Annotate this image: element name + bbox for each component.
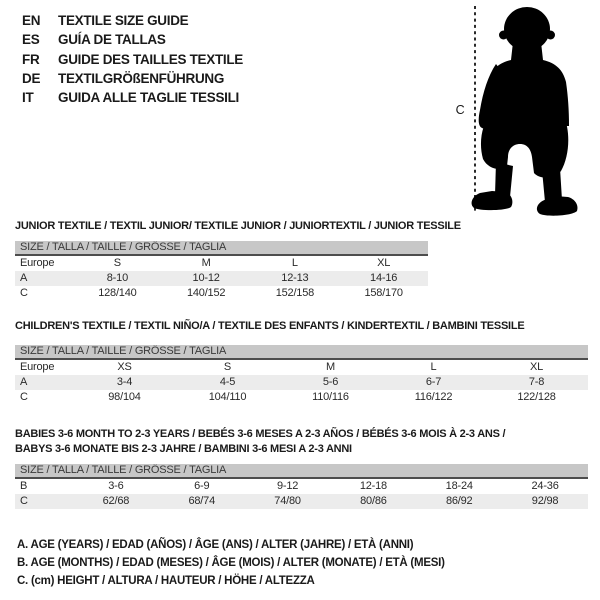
size-cell: XL: [529, 361, 544, 373]
size-cell: 158/170: [364, 287, 403, 299]
babies-size-table: [15, 464, 588, 509]
size-cell: 6-7: [382, 375, 485, 390]
row-label-cell: C: [15, 494, 73, 509]
size-cell: 12-13: [251, 271, 340, 286]
table-row: [15, 255, 428, 271]
note-line-b: B. AGE (MONTHS) / EDAD (MESES) / ÂGE (MOIS) / ALTER (MONATE) / ETÀ (MESI): [17, 557, 445, 570]
size-cell: 14-16: [339, 271, 428, 286]
row-label-cell: A: [15, 271, 73, 286]
children-size-table: [15, 345, 588, 405]
size-header-row: [15, 241, 428, 255]
row-label-cell: C: [20, 287, 28, 299]
size-cell: 6-9: [194, 480, 210, 492]
size-cell: 7-8: [485, 375, 588, 390]
language-row: [22, 30, 243, 49]
size-cell: 110/116: [312, 391, 349, 403]
size-cell: 122/128: [517, 391, 556, 403]
size-cell: 3-6: [108, 480, 124, 492]
table-row: [15, 375, 588, 390]
size-cell: XS: [117, 361, 132, 373]
babies-table-title-line2: BABYS 3-6 MONATE BIS 2-3 JAHRE / BAMBINI 3-6 MESI A 2-3 ANNI: [15, 443, 352, 455]
size-cell: 92/98: [502, 494, 588, 509]
table-row: [15, 271, 428, 286]
language-code: DE: [22, 70, 41, 86]
children-table-title: CHILDREN'S TEXTILE / TEXTIL NIÑO/A / TEXTILE DES ENFANTS / KINDERTEXTIL / BAMBINI TESSILE: [15, 320, 525, 332]
size-cell: 18-24: [445, 480, 473, 492]
row-label-cell: C: [20, 391, 28, 403]
height-measure-label: C: [455, 103, 465, 117]
note-line-c: C. (cm) HEIGHT / ALTURA / HAUTEUR / HÖHE / ALTEZZA: [17, 575, 315, 588]
size-header-row: [15, 345, 588, 359]
language-row: [22, 11, 243, 30]
language-code: IT: [22, 90, 34, 106]
row-label-cell: A: [15, 375, 73, 390]
table-row: [15, 286, 428, 301]
row-label-cell: B: [20, 480, 28, 492]
size-cell: 128/140: [98, 287, 137, 299]
size-header-bar: SIZE / TALLA / TAILLE / GRÖSSE / TAGLIA: [15, 241, 428, 255]
language-title-list: [22, 11, 243, 107]
size-cell: L: [291, 257, 298, 269]
size-cell: 4-5: [176, 375, 279, 390]
size-cell: S: [113, 257, 121, 269]
language-title: TEXTILE SIZE GUIDE: [58, 13, 189, 28]
size-cell: 86/92: [416, 494, 502, 509]
row-label-cell: Europe: [20, 361, 55, 373]
baby-silhouette: [472, 7, 578, 216]
row-label-cell: Europe: [20, 257, 55, 269]
size-header-row: [15, 464, 588, 478]
junior-table-title: JUNIOR TEXTILE / TEXTIL JUNIOR/ TEXTILE JUNIOR / JUNIORTEXTIL / JUNIOR TESSILE: [15, 220, 461, 232]
baby-silhouette-svg: [450, 0, 600, 222]
language-title: TEXTILGRÖßENFÜHRUNG: [58, 70, 225, 86]
size-cell: 116/122: [414, 391, 453, 403]
size-cell: 140/152: [186, 287, 226, 299]
baby-figure: [450, 0, 600, 222]
size-cell: 9-12: [276, 480, 299, 492]
language-code: EN: [22, 13, 41, 28]
language-row: [22, 88, 243, 107]
size-cell: XL: [377, 257, 391, 269]
size-cell: 152/158: [275, 287, 315, 299]
size-cell: 68/74: [159, 494, 245, 509]
size-cell: 10-12: [162, 271, 251, 286]
size-cell: 98/104: [108, 391, 141, 403]
language-row: [22, 69, 243, 88]
size-cell: 3-4: [73, 375, 176, 390]
language-code: ES: [22, 32, 40, 48]
language-code: FR: [22, 51, 40, 67]
note-line-a: A. AGE (YEARS) / EDAD (AÑOS) / ÂGE (ANS) / ALTER (JAHRE) / ETÀ (ANNI): [17, 539, 414, 551]
size-cell: L: [430, 361, 437, 373]
babies-table-title-line1: BABIES 3-6 MONTH TO 2-3 YEARS / BEBÉS 3-6 MESES A 2-3 AÑOS / BÉBÉS 3-6 MOIS À 2-3 ANS /: [15, 428, 506, 440]
size-cell: 12-18: [359, 480, 387, 492]
table-row: [15, 494, 588, 509]
size-header-bar: SIZE / TALLA / TAILLE / GRÖSSE / TAGLIA: [15, 464, 588, 478]
table-row: [15, 478, 588, 494]
size-cell: M: [201, 257, 211, 269]
size-cell: 24-36: [531, 480, 559, 492]
size-cell: 80/86: [330, 494, 416, 509]
size-cell: M: [326, 361, 335, 373]
size-cell: 5-6: [279, 375, 382, 390]
size-cell: 62/68: [73, 494, 159, 509]
language-title: GUIDE DES TAILLES TEXTILE: [58, 51, 244, 67]
language-title: GUÍA DE TALLAS: [58, 32, 166, 48]
size-cell: S: [223, 361, 232, 373]
size-cell: 8-10: [73, 271, 162, 286]
size-cell: 104/110: [208, 391, 247, 403]
size-cell: 74/80: [245, 494, 331, 509]
legend-notes: [17, 536, 445, 591]
junior-size-table: [15, 241, 428, 301]
language-row: [22, 50, 243, 69]
size-header-bar: SIZE / TALLA / TAILLE / GRÖSSE / TAGLIA: [15, 345, 588, 359]
table-row: [15, 359, 588, 375]
language-title: GUIDA ALLE TAGLIE TESSILI: [58, 90, 239, 106]
table-row: [15, 390, 588, 405]
